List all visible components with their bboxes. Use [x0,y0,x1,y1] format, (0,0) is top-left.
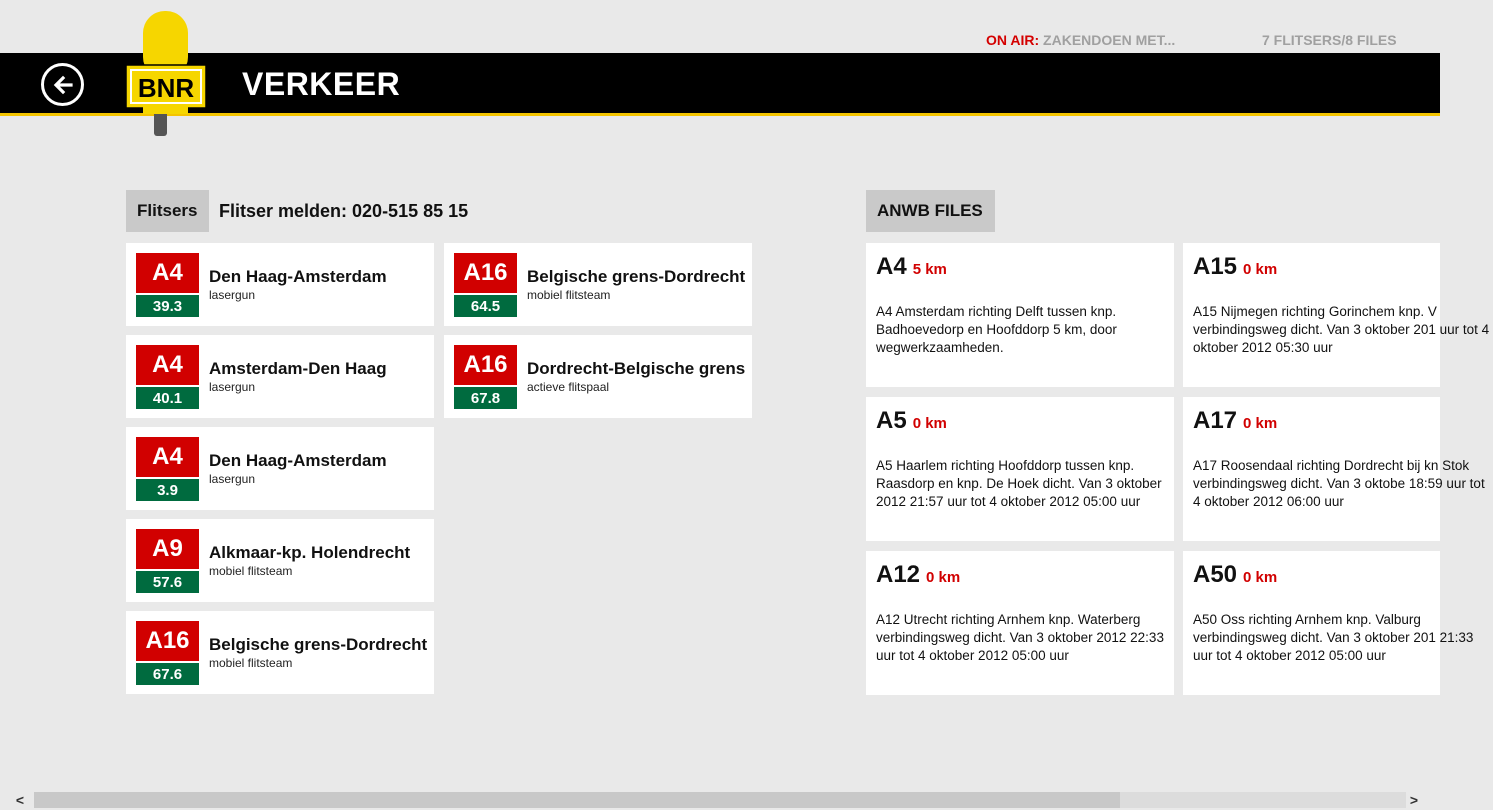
road-badge [454,253,517,317]
traffic-jam-card[interactable] [1183,551,1474,695]
arrow-left-icon [51,73,75,97]
traffic-counts[interactable]: 7 FLITSERS/8 FILES [1262,32,1397,48]
road-number: A16 [136,621,199,661]
jam-length: 0 km [1243,569,1278,586]
flitser-report-phone: Flitser melden: 020-515 85 15 [219,201,469,221]
jam-length: 5 km [912,261,947,278]
jam-description: A15 Nijmegen richting Gorinchem knp. V verbindingsweg dicht. Van 3 oktober 201 uur tot 4 oktober 2012 05:30 uur [1193,304,1490,355]
on-air-label: ON AIR: [986,32,1040,48]
flitser-location: Alkmaar-kp. Holendrecht [209,543,411,562]
road-badge [136,529,199,593]
flitser-type: mobiel flitsteam [209,564,293,578]
traffic-jam-card[interactable] [866,397,1174,541]
road-number: A9 [136,529,199,569]
hectometer: 40.1 [136,385,199,409]
road-badge [454,345,517,409]
hectometer: 64.5 [454,293,517,317]
road-number: A4 [136,437,199,477]
jam-road: A17 [1193,407,1238,434]
flitser-location: Dordrecht-Belgische grens [527,359,746,378]
on-air-program: ZAKENDOEN MET... [1043,32,1176,48]
jam-description: A12 Utrecht richting Arnhem knp. Waterberg verbindingsweg dicht. Van 3 oktober 2012 22:33 uur tot 4 oktober 2012 05:00 uur [876,612,1164,663]
hectometer: 3.9 [136,477,199,501]
flitser-type: mobiel flitsteam [209,656,293,670]
flitser-card[interactable] [126,243,434,326]
flitsers-tab[interactable]: Flitsers [126,190,209,232]
logo-text: BNR [137,73,195,103]
jam-road: A4 [876,253,907,280]
traffic-jam-card[interactable] [866,243,1174,387]
flitser-type: actieve flitspaal [527,380,610,394]
flitser-card[interactable] [126,427,434,510]
jam-road: A12 [876,561,921,588]
road-number: A16 [454,253,517,293]
flitser-type: lasergun [209,472,256,486]
scroll-right-button[interactable]: > [1409,792,1419,808]
road-number: A16 [454,345,517,385]
jam-length: 0 km [1243,415,1278,432]
flitser-card[interactable] [126,519,434,602]
road-number: A4 [136,345,199,385]
jam-road: A50 [1193,561,1238,588]
flitser-location: Belgische grens-Dordrecht [209,635,428,654]
road-badge [136,621,199,685]
jam-length: 0 km [1243,261,1278,278]
back-button[interactable] [41,63,84,106]
flitser-type: mobiel flitsteam [527,288,611,302]
road-number: A4 [136,253,199,293]
flitser-location: Den Haag-Amsterdam [209,267,387,286]
scroll-left-button[interactable]: < [15,792,25,808]
jam-description: A5 Haarlem richting Hoofddorp tussen knp. Raasdorp en knp. De Hoek dicht. Van 3 oktober 2012 21:57 uur tot 4 oktober 2012 05:00 uur [876,458,1162,509]
road-badge [136,345,199,409]
flitser-type: lasergun [209,380,256,394]
scroll-thumb[interactable] [34,792,1120,808]
flitser-location: Belgische grens-Dordrecht [527,267,746,286]
page-title: VERKEER [242,66,401,102]
jam-description: A17 Roosendaal richting Dordrecht bij kn Stok verbindingsweg dicht. Van 3 oktobe 18:59 uur tot 4 oktober 2012 06:00 uur [1193,458,1485,509]
flitser-type: lasergun [209,288,256,302]
road-badge [136,253,199,317]
traffic-jam-card[interactable] [1183,243,1490,387]
anwb-files-tab[interactable]: ANWB FILES [866,190,995,232]
on-air-status[interactable] [986,32,1175,50]
jam-road: A15 [1193,253,1238,280]
hectometer: 39.3 [136,293,199,317]
horizontal-scrollbar[interactable] [0,790,1440,810]
flitser-card[interactable] [444,335,752,418]
hectometer: 57.6 [136,569,199,593]
hectometer: 67.8 [454,385,517,409]
hectometer: 67.6 [136,661,199,685]
jam-description: A50 Oss richting Arnhem knp. Valburg verbindingsweg dicht. Van 3 oktober 201 21:33 uur tot 4 oktober 2012 05:00 uur [1193,612,1474,663]
jam-road: A5 [876,407,907,434]
jam-length: 0 km [926,569,961,586]
flitser-card[interactable] [126,335,434,418]
traffic-jam-card[interactable] [1183,397,1485,541]
jam-description: A4 Amsterdam richting Delft tussen knp. Badhoevedorp en Hoofddorp 5 km, door wegwerkzaamheden. [876,304,1117,355]
flitser-location: Amsterdam-Den Haag [209,359,387,378]
flitser-card[interactable] [444,243,752,326]
road-badge [136,437,199,501]
traffic-jam-card[interactable] [866,551,1174,695]
flitser-location: Den Haag-Amsterdam [209,451,387,470]
flitser-card[interactable] [126,611,434,694]
bnr-microphone-logo [126,8,206,138]
jam-length: 0 km [912,415,947,432]
header-bar [0,53,1440,116]
